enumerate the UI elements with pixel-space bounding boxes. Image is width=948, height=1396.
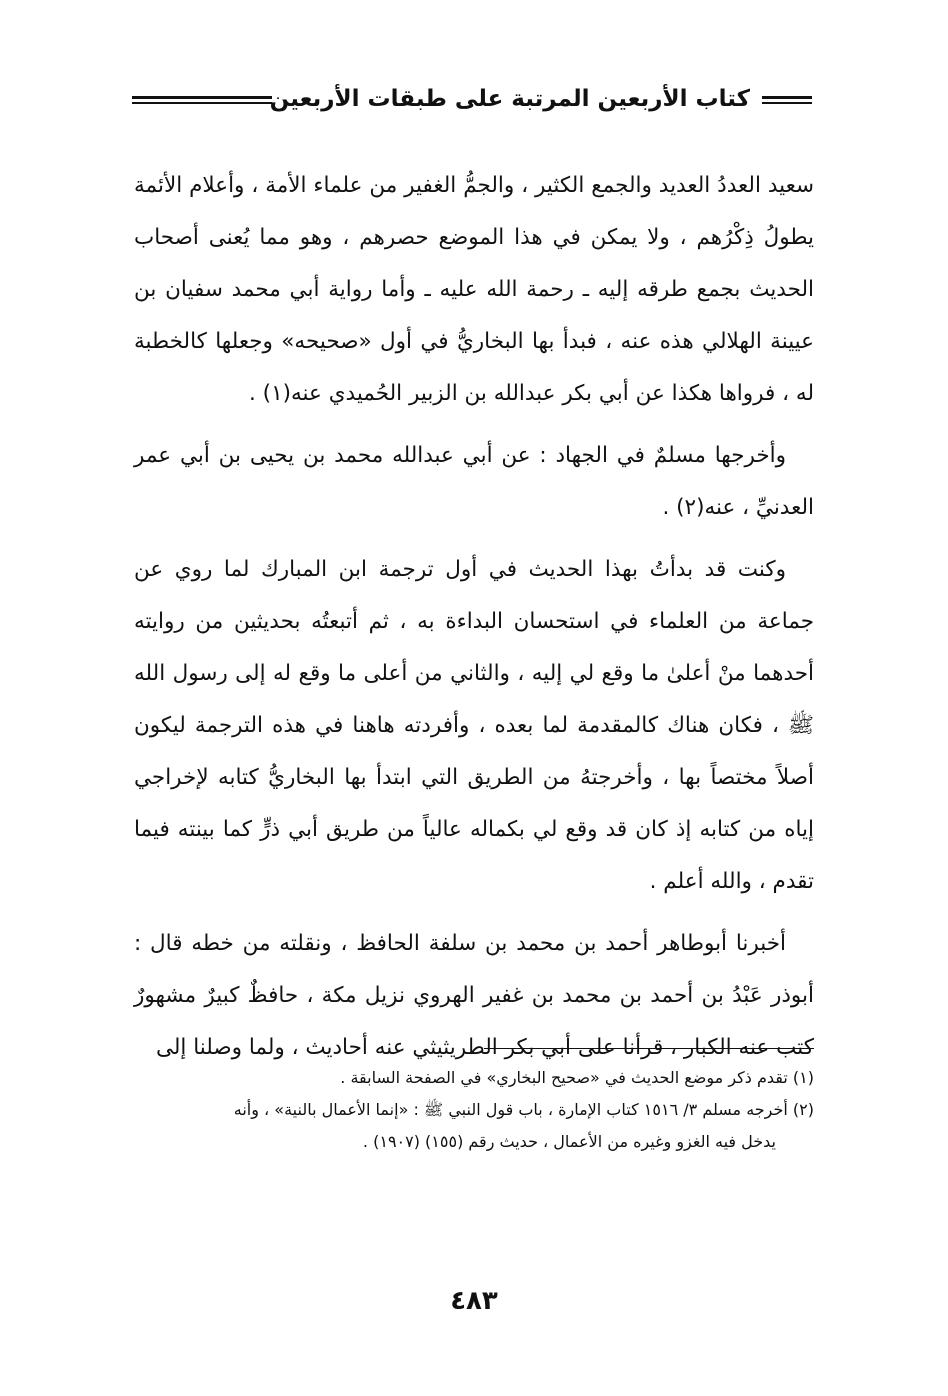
footnotes	[134, 1062, 814, 1158]
page-number: ٤٨٣	[450, 1286, 498, 1316]
footnote-1: (١) تقدم ذكر موضع الحديث في «صحيح البخاري» في الصفحة السابقة .	[340, 1068, 814, 1087]
paragraph-1: سعيد العددُ العديد والجمع الكثير ، والجمُّ الغفير من علماء الأمة ، وأعلام الأئمة يطولُ ذِكْرُهم ، ولا يمكن في هذا الموضع حصرهم ، وهو مما يُعنى أصحاب الحديث بجمع طرقه إليه ـ رحمة الله عليه ـ وأما رواية أبي محمد سفيان بن عيينة الهلالي هذه عنه ، فبدأ بها البخاريُّ في أول «صحيحه» وجعلها كالخطبة له ، فرواها هكذا عن أبي بكر عبدالله بن الزبير الحُميدي عنه(١) .	[134, 173, 814, 406]
paragraph-4: أخبرنا أبوطاهر أحمد بن محمد بن سلفة الحافظ ، ونقلته من خطه قال : أبوذر عَبْدُ بن أحمد بن محمد بن غفير الهروي نزيل مكة ، حافظٌ كبيرٌ مشهورٌ كتب عنه الكبار ، قرأنا على أبي بكر الطريثيثي عنه أحاديث ، ولما وصلنا إلى	[134, 931, 814, 1060]
paragraph-3: وكنت قد بدأتُ بهذا الحديث في أول ترجمة ابن المبارك لما روي عن جماعة من العلماء في استحسان البداءة به ، ثم أتبعتُه بحديثين من روايته أحدهما منْ أعلىٰ ما وقع لي إليه ، والثاني من أعلى ما وقع له إلى رسول الله ﷺ ، فكان هناك كالمقدمة لما بعده ، وأفردته هاهنا في هذه الترجمة ليكون أصلاً مختصاً بها ، وأخرجتهُ من الطريق التي ابتدأ بها البخاريُّ كتابه لإخراجي إياه من كتابه إذ كان قد وقع لي بكماله عالياً من طريق أبي ذرٍّ كما بينته فيما تقدم ، والله أعلم .	[134, 557, 814, 894]
header-title: كتاب الأربعين المرتبة على طبقات الأربعين	[269, 86, 750, 112]
header-rule-right	[762, 96, 812, 104]
paragraph-2: وأخرجها مسلمٌ في الجهاد : عن أبي عبدالله محمد بن يحيى بن أبي عمر العدنيِّ ، عنه(٢) .	[134, 443, 814, 520]
footnote-2-continued: يدخل فيه الغزو وغيره من الأعمال ، حديث رقم (١٥٥) (١٩٠٧) .	[362, 1132, 776, 1151]
running-header	[132, 82, 812, 122]
main-text	[134, 160, 814, 1084]
footnote-2: (٢) أخرجه مسلم ٣/ ١٥١٦ كتاب الإمارة ، باب قول النبي ﷺ : «إنما الأعمال بالنية» ، وأنه	[233, 1100, 814, 1119]
header-rule-left	[132, 96, 272, 104]
footnote-separator	[484, 1048, 814, 1049]
